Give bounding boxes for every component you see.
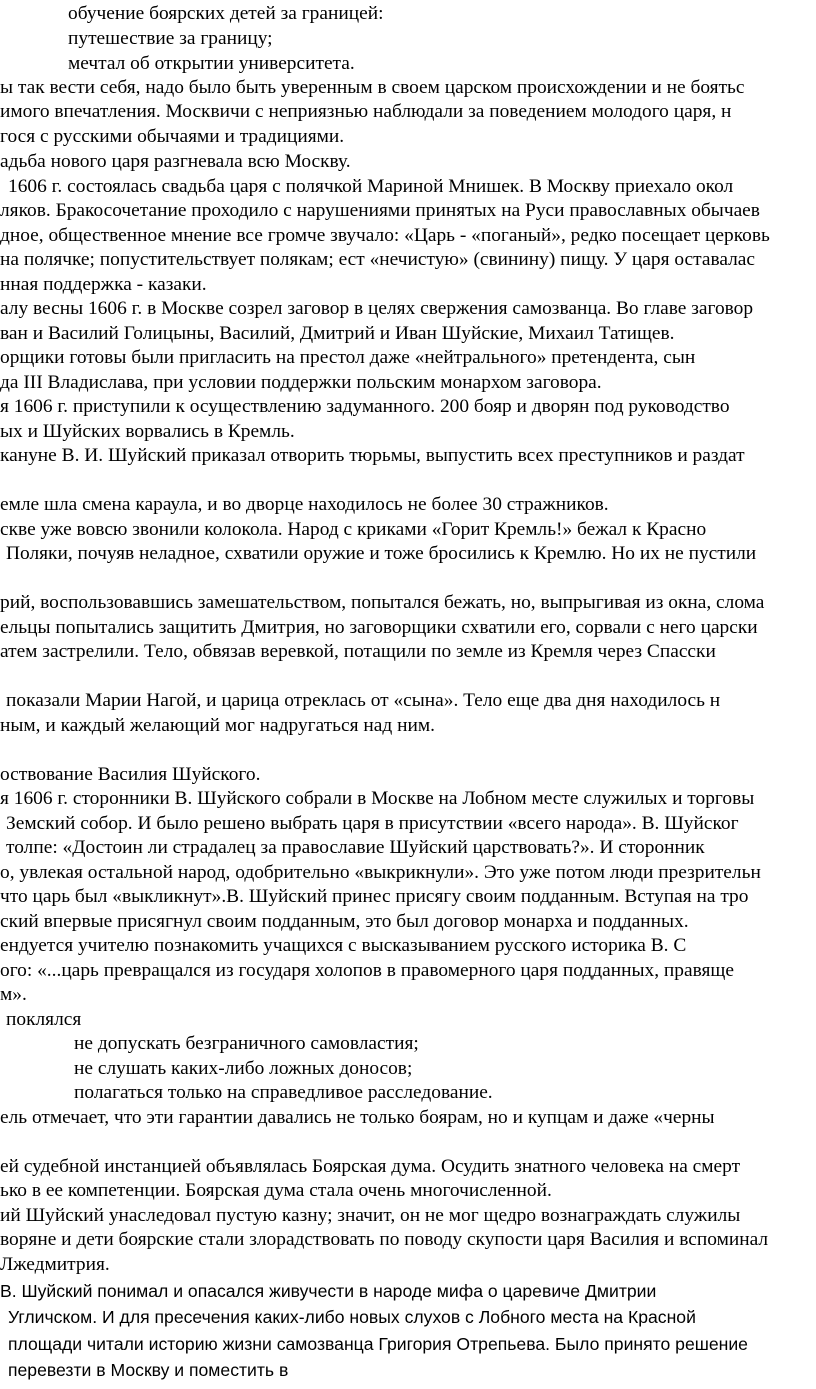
text-line: путешествие за границу; — [68, 28, 273, 49]
text-line: площади читали историю жизни самозванца Григория Отрепьева. Было принято решение — [8, 1334, 748, 1354]
text-line: скве уже вовсю звонили колокола. Народ с криками «Горит Кремль!» бежал к Красно — [0, 519, 707, 540]
text-line: мечтал об открытии университета. — [68, 53, 355, 74]
text-line: имого впечатления. Москвичи с неприязнью наблюдали за поведением молодого царя, н — [0, 101, 732, 122]
text-line: ель отмечает, что эти гарантии давались не только боярам, но и купцам и даже «черны — [0, 1107, 715, 1128]
text-line: ого: «...царь превращался из государя холопов в правомерного царя подданных, правяще — [0, 960, 734, 981]
text-line: что царь был «выкликнут».В. Шуйский принес присягу своим подданным. Вступая на тро — [0, 886, 749, 907]
text-line: алу весны 1606 г. в Москве созрел заговор в целях свержения самозванца. Во главе заговор — [0, 298, 754, 319]
text-line: я 1606 г. приступили к осуществлению задуманного. 200 бояр и дворян под руководство — [0, 396, 730, 417]
text-line: дное, общественное мнение все громче звучало: «Царь - «поганый», редко посещает церковь — [0, 225, 770, 246]
section-heading: адьба нового царя разгневала всю Москву. — [0, 151, 351, 172]
text-line: обучение боярских детей за границей: — [68, 3, 384, 24]
text-line: гося с русскими обычаями и традициями. — [0, 126, 345, 147]
text-line: ский впервые присягнул своим подданным, это был договор монарха и подданных. — [0, 911, 689, 932]
text-line: толпе: «Достоин ли страдалец за православие Шуйский царствовать?». И сторонник — [6, 837, 705, 858]
text-line: ным, и каждый желающий мог надругаться над ним. — [0, 715, 435, 736]
text-line: м». — [0, 984, 27, 1005]
text-line: ий Шуйский унаследовал пустую казну; значит, он не мог щедро вознаграждать служилы — [0, 1205, 741, 1226]
text-line: ендуется учителю познакомить учащихся с высказыванием русского историка В. С — [0, 935, 687, 956]
list-item: полагаться только на справедливое расследование. — [74, 1082, 493, 1103]
text-line: о, увлекая остальной народ, одобрительно «выкрикнули». Это уже потом люди презрительн — [0, 862, 761, 883]
text-line: рий, воспользовавшись замешательством, попытался бежать, но, выпрыгивая из окна, слома — [0, 592, 765, 613]
text-line: нная поддержка - казаки. — [0, 274, 207, 295]
text-line: да III Владислава, при условии поддержки польским монархом заговора. — [0, 372, 602, 393]
text-line: Земский собор. И было решено выбрать царя в присутствии «всего народа». В. Шуйског — [6, 813, 739, 834]
text-line: орщики готовы были пригласить на престол даже «нейтрального» претендента, сын — [0, 347, 696, 368]
text-line: перевезти в Москву и поместить в — [8, 1360, 289, 1380]
text-line: Лжедмитрия. — [0, 1254, 110, 1275]
text-line: ван и Василий Голицыны, Василий, Дмитрий и Иван Шуйские, Михаил Татищев. — [0, 323, 675, 344]
text-line: ей судебной инстанцией объявлялась Боярская дума. Осудить знатного человека на смерт — [0, 1156, 741, 1177]
text-line: ых и Шуйских ворвались в Кремль. — [0, 421, 295, 442]
list-item: не допускать безграничного самовластия; — [74, 1033, 419, 1054]
text-line: ько в ее компетенции. Боярская дума стала очень многочисленной. — [0, 1180, 552, 1201]
text-line: Поляки, почуяв неладное, схватили оружие и тоже бросились к Кремлю. Но их не пустили — [6, 543, 757, 564]
section-heading: оствование Василия Шуйского. — [0, 764, 261, 785]
text-line: на полячке; попустительствует полякам; ест «нечистую» (свинину) пищу. У царя оставалас — [0, 249, 756, 270]
text-line: ляков. Бракосочетание проходило с нарушениями принятых на Руси православных обычаев — [0, 200, 760, 221]
text-line: ы так вести себя, надо было быть уверенным в своем царском происхождении и не боятьс — [0, 77, 745, 98]
text-line: ельцы попытались защитить Дмитрия, но заговорщики схватили его, сорвали с него царски — [0, 617, 758, 638]
text-line: В. Шуйский понимал и опасался живучести в народе мифа о царевиче Дмитрии — [0, 1281, 657, 1301]
list-item: не слушать каких-либо ложных доносов; — [74, 1058, 413, 1079]
text-line: 1606 г. состоялась свадьба царя с полячкой Мариной Мнишек. В Москву приехало окол — [8, 176, 734, 197]
text-line: Угличском. И для пресечения каких-либо новых слухов с Лобного места на Красной — [8, 1307, 696, 1327]
text-line: поклялся — [6, 1009, 82, 1030]
text-line: атем застрелили. Тело, обвязав веревкой, потащили по земле из Кремля через Спасски — [0, 641, 716, 662]
text-line: я 1606 г. сторонники В. Шуйского собрали в Москве на Лобном месте служилых и торговы — [0, 788, 755, 809]
text-line: кануне В. И. Шуйский приказал отворить тюрьмы, выпустить всех преступников и раздат — [0, 445, 745, 466]
text-line: емле шла смена караула, и во дворце находилось не более 30 стражников. — [0, 494, 609, 515]
text-line: показали Марии Нагой, и царица отреклась от «сына». Тело еще два дня находилось н — [6, 690, 721, 711]
text-line: воряне и дети боярские стали злорадствовать по поводу скупости царя Василия и вспоминал — [0, 1229, 769, 1250]
